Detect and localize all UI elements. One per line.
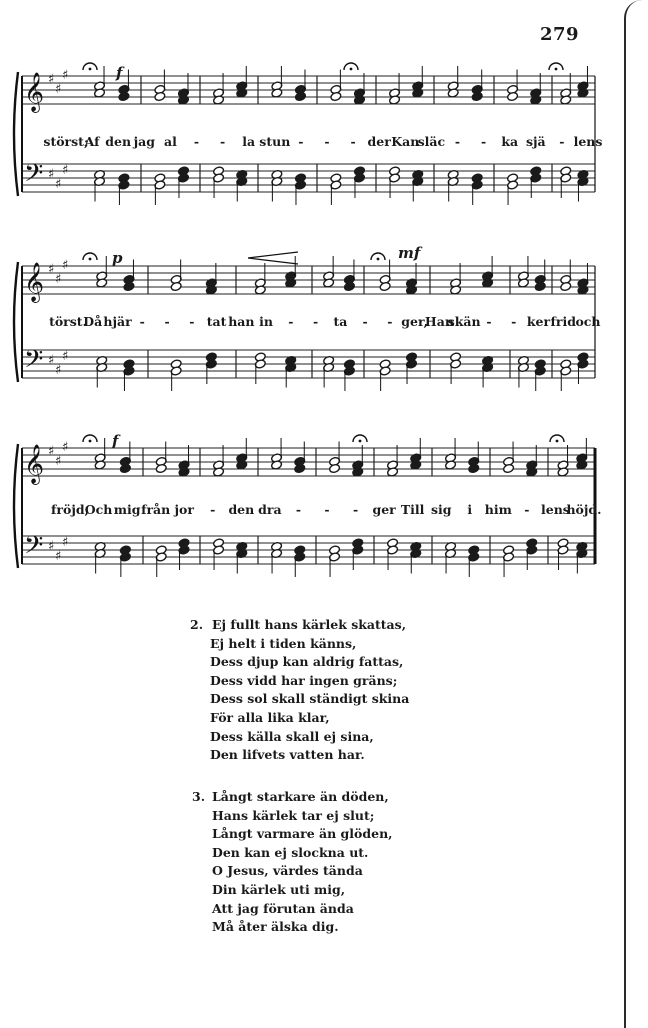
verse-line: Långt starkare än döden, (212, 789, 389, 804)
verse-line: Hans kärlek tar ej slut; (212, 807, 375, 823)
lyric-syllable: den (228, 502, 255, 517)
verse-line: Dess djup kan aldrig fattas, (210, 654, 404, 670)
sharp-sign: ♯ (62, 440, 69, 455)
brace (14, 444, 18, 568)
brace (14, 72, 18, 196)
lyric-syllable: störst; (43, 134, 89, 149)
lyric-syllable: la (242, 134, 256, 149)
lyric-syllable: der (367, 134, 391, 149)
sharp-sign: ♯ (62, 349, 69, 364)
bass-clef: 𝄢 (24, 345, 44, 380)
lyric-syllable: Kan (391, 134, 420, 149)
lyric-syllable: - (524, 502, 530, 517)
lyric-syllable: sjä (525, 134, 546, 149)
lyric-syllable: - (164, 314, 170, 329)
sharp-sign: ♯ (62, 163, 69, 178)
lyric-syllable: him (484, 502, 512, 517)
sharp-sign: ♯ (48, 444, 55, 459)
verse-number: 3. (192, 789, 206, 804)
lyric-syllable: frid (550, 314, 576, 329)
lyric-syllable: jag (133, 134, 155, 149)
sharp-sign: ♯ (55, 363, 62, 378)
lyric-syllable: lens (573, 134, 603, 149)
lyric-syllable: ta (333, 314, 348, 329)
verse-line: För alla lika klar, (210, 709, 330, 725)
treble-clef: 𝄞 (24, 72, 45, 112)
sharp-sign: ♯ (62, 258, 69, 273)
sharp-sign: ♯ (48, 167, 55, 182)
lyric-syllable: Han (424, 314, 454, 329)
lyric-syllable: al (163, 134, 177, 149)
dynamic-marking: f (112, 432, 119, 450)
sharp-sign: ♯ (48, 72, 55, 87)
lyric-syllable: - (210, 502, 216, 517)
lyric-syllable: höjd. (566, 502, 602, 517)
verse-line: O Jesus, värdes tända (212, 863, 363, 879)
verse-line: Dess sol skall ständigt skina (210, 691, 410, 707)
lyric-syllable: och (575, 314, 601, 329)
lyric-syllable: mig (113, 502, 141, 517)
lyric-syllable: Af (84, 134, 100, 149)
lyric-syllable: Då (83, 314, 103, 329)
verse-2 (190, 616, 410, 765)
lyric-syllable: törst. (49, 314, 87, 329)
verse-line: Ej fullt hans kärlek skattas, (212, 617, 407, 632)
bass-clef: 𝄢 (24, 159, 44, 194)
lyric-syllable: Till (400, 502, 425, 517)
fermata-dot (350, 68, 353, 71)
lyric-syllable: den (105, 134, 132, 149)
lyric-syllable: tat (206, 314, 227, 329)
lyric-syllable: - (139, 314, 145, 329)
lyric-syllable: - (288, 314, 294, 329)
fermata-dot (89, 258, 92, 261)
lyric-syllable: ka (501, 134, 519, 149)
lyric-syllable: - (219, 134, 226, 149)
fermata-dot (556, 440, 559, 443)
sharp-sign: ♯ (62, 68, 69, 83)
lyric-syllable: han (228, 314, 255, 329)
bass-clef: 𝄢 (24, 531, 44, 566)
lyric-syllable: - (295, 502, 302, 517)
lyric-syllable: - (511, 314, 517, 329)
sharp-sign: ♯ (55, 454, 62, 469)
lyric-syllable: - (362, 314, 368, 329)
dynamic-marking: f (116, 64, 123, 82)
verse-line: Dess källa skall ej sina, (210, 728, 374, 744)
lyric-syllable: - (350, 134, 356, 149)
lyric-syllable: släc (417, 134, 446, 149)
lyric-syllable: - (480, 134, 487, 149)
verse-line: Dess vidd har ingen gräns; (210, 672, 398, 688)
fermata-dot (89, 68, 92, 71)
fermata-dot (555, 68, 558, 71)
lyric-syllable: från (141, 502, 171, 517)
verse-line: Ej helt i tiden känns, (210, 635, 357, 651)
page-number: 279 (540, 24, 580, 45)
lyric-syllable: - (324, 134, 330, 149)
sharp-sign: ♯ (62, 535, 69, 550)
dynamic-marking: mf (398, 244, 421, 262)
lyric-syllable: in (259, 314, 274, 329)
page-edge (624, 0, 648, 1028)
lyric-syllable: ger, (401, 314, 429, 329)
lyric-syllable: fröjd, (51, 502, 89, 517)
sharp-sign: ♯ (55, 177, 62, 192)
treble-clef: 𝄞 (24, 262, 45, 302)
verse-line: Den lifvets vatten har. (210, 747, 365, 763)
lyric-syllable: dra (258, 502, 282, 517)
sharp-sign: ♯ (55, 82, 62, 97)
treble-clef: 𝄞 (24, 444, 45, 484)
brace (14, 262, 18, 382)
lyric-syllable: - (486, 314, 492, 329)
sharp-sign: ♯ (48, 353, 55, 368)
lyric-syllable: i (467, 502, 473, 517)
lyric-syllable: hjär (103, 314, 132, 329)
verse-number: 2. (190, 617, 204, 632)
lyric-syllable: - (189, 314, 195, 329)
crescendo-hairpin (248, 252, 298, 264)
lyric-syllable: - (454, 134, 461, 149)
lyric-syllable: skän (447, 314, 481, 329)
lyric-syllable: - (352, 502, 359, 517)
fermata-dot (377, 258, 380, 261)
lyric-syllable: - (298, 134, 304, 149)
lyric-syllable: ger (372, 502, 396, 517)
verse-line: Långt varmare än glöden, (212, 826, 393, 842)
sharp-sign: ♯ (48, 539, 55, 554)
lyric-syllable: sig (430, 502, 452, 517)
lyric-syllable: - (313, 314, 319, 329)
verse-line: Må åter älska dig. (212, 919, 339, 935)
fermata-dot (89, 440, 92, 443)
lyric-syllable: - (387, 314, 393, 329)
lyric-syllable: - (193, 134, 200, 149)
verse-line: Att jag förutan ända (212, 900, 354, 916)
fermata-dot (359, 440, 362, 443)
verse-3 (192, 788, 393, 937)
sharp-sign: ♯ (55, 549, 62, 564)
dynamic-marking: p (112, 249, 123, 267)
verse-line: Den kan ej slockna ut. (212, 844, 369, 860)
sharp-sign: ♯ (55, 272, 62, 287)
lyric-syllable: ker (526, 314, 551, 329)
sharp-sign: ♯ (48, 262, 55, 277)
lyric-syllable: - (559, 134, 565, 149)
lyric-syllable: lens (541, 502, 570, 517)
lyric-syllable: Och (84, 502, 113, 517)
verse-line: Din kärlek uti mig, (212, 881, 346, 897)
lyric-syllable: stun (259, 134, 291, 149)
lyric-syllable: - (324, 502, 330, 517)
lyric-syllable: jor (174, 502, 194, 517)
